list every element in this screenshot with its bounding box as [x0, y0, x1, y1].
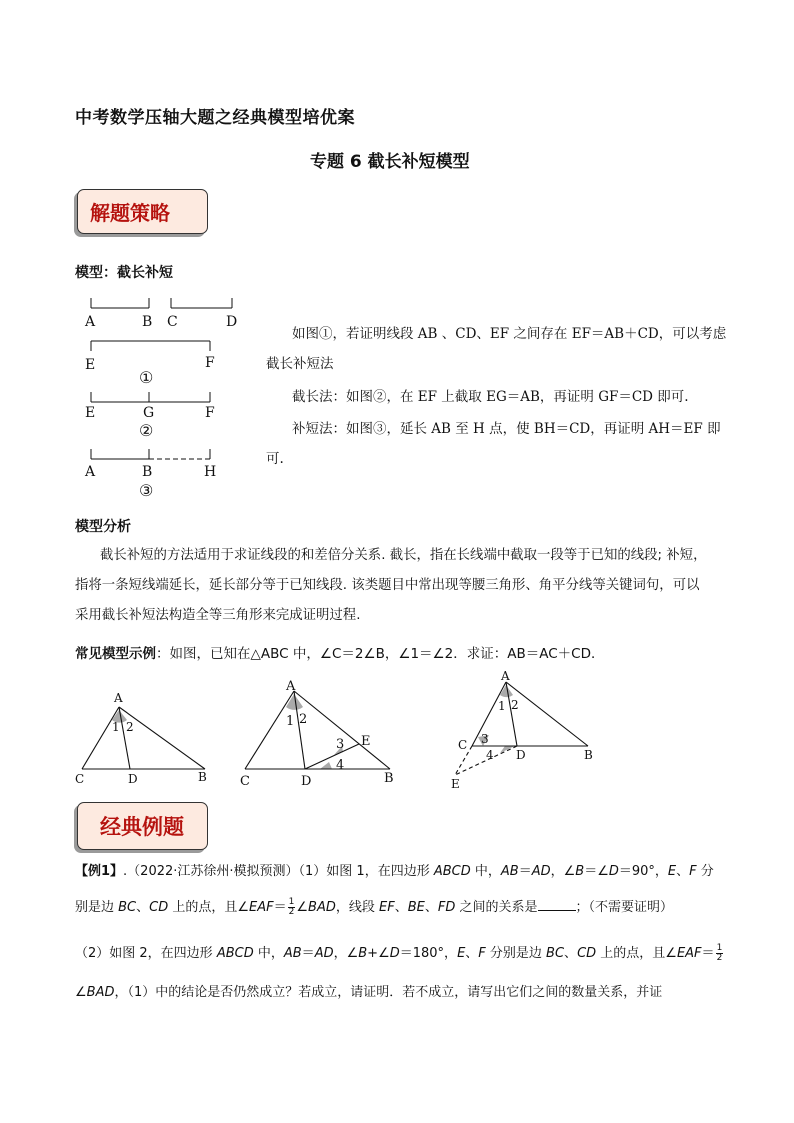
t: CD — [577, 946, 597, 961]
t: ＝180°， — [399, 946, 458, 961]
method1: 截长法：如图②，在 EF 上截取 EG＝AB，再证明 GF＝CD 即可. — [292, 389, 689, 405]
t: 、 — [465, 946, 479, 961]
t: 、 — [676, 864, 690, 879]
t: ，∠ — [550, 864, 576, 879]
t: AD — [531, 864, 551, 879]
t: B — [575, 864, 585, 879]
example1-line1 — [75, 862, 714, 882]
t: ，∠ — [333, 946, 359, 961]
t: 分 — [696, 864, 714, 879]
triangle-figure-3 — [445, 665, 605, 790]
t2-a: A — [286, 679, 296, 694]
t: EF — [379, 900, 395, 915]
t: FD — [437, 900, 456, 915]
label-f2: F — [205, 355, 215, 371]
answer-blank[interactable] — [538, 898, 576, 911]
t: D — [608, 864, 619, 879]
t1-c: C — [75, 772, 85, 786]
label-b1: B — [142, 314, 153, 330]
frac-den: 2 — [716, 953, 723, 963]
t: 上的点，且∠ — [168, 900, 250, 915]
t: ＝ — [273, 900, 287, 915]
method2-line1: 补短法：如图③，延长 AB 至 H 点，使 BH＝CD，再证明 AH＝EF 即 — [292, 421, 721, 437]
t2-angle4: 4 — [336, 758, 345, 773]
strategy-badge — [77, 189, 208, 234]
t: D — [389, 946, 400, 961]
t: E — [667, 864, 677, 879]
label-g3: G — [143, 405, 155, 421]
examples-badge-label: 经典例题 — [100, 814, 184, 839]
fig3-mark: ③ — [139, 481, 154, 500]
t2-d: D — [301, 774, 312, 789]
t: ＝ — [701, 946, 715, 961]
triangle-figure-2 — [235, 675, 405, 790]
analysis-heading: 模型分析 — [75, 519, 131, 535]
t: 、 — [394, 900, 408, 915]
label-f3: F — [205, 405, 215, 421]
examples-badge — [77, 802, 208, 850]
t: 中， — [470, 864, 501, 879]
t2-e: E — [361, 734, 371, 749]
frac-den: 2 — [288, 907, 295, 917]
t: EAF — [249, 900, 274, 915]
t3-angle1: 1 — [498, 699, 506, 713]
t: EAF — [676, 946, 702, 961]
label-e3: E — [85, 405, 96, 421]
t: ＝ — [301, 946, 315, 961]
t: 中， — [253, 946, 284, 961]
t3-b: B — [584, 748, 593, 762]
t3-c: C — [458, 738, 468, 752]
triangle-figure-1 — [70, 685, 220, 790]
t1-angle2: 2 — [126, 720, 134, 734]
label-a4: A — [85, 464, 96, 480]
analysis-line3: 采用截长补短法构造全等三角形来完成证明过程. — [75, 608, 361, 623]
t: ，（1）中的结论是否仍然成立？若成立，请证明．若不成立，请写出它们之间的数量关系，并证 — [114, 985, 663, 1000]
analysis-line1: 截长补短的方法适用于求证线段的和差倍分关系. 截长，指在长线端中截取一段等于已知的线段; 补短， — [100, 548, 707, 563]
t: BAD — [308, 900, 336, 915]
t3-e: E — [451, 777, 460, 790]
t: 别是边 — [75, 900, 119, 915]
t: B — [358, 946, 368, 961]
example1-line3 — [75, 943, 724, 965]
t: ABCD — [216, 946, 254, 961]
t2-c: C — [240, 774, 250, 789]
fig2-mark: ② — [139, 421, 154, 440]
t: ∠ — [296, 900, 309, 915]
t: ，线段 — [335, 900, 380, 915]
label-e2: E — [85, 357, 96, 373]
t: AB — [500, 864, 519, 879]
label-h4: H — [204, 464, 217, 480]
t3-angle4: 4 — [486, 748, 494, 762]
topic-title: 专题 6 截长补短模型 — [310, 152, 470, 172]
t: 、 — [424, 900, 438, 915]
label-b4: B — [142, 464, 153, 480]
t: 、 — [564, 946, 578, 961]
t: ∠ — [75, 985, 87, 1000]
example1-label: 【例1】 — [75, 864, 124, 879]
intro-line1: 如图①，若证明线段 AB 、CD、EF 之间存在 EF＝AB＋CD，可以考虑 — [292, 326, 727, 342]
common-example-text: ：如图，已知在△ABC 中，∠C＝2∠B，∠1＝∠2．求证：AB＝AC＋CD． — [156, 646, 605, 662]
example1-line2 — [75, 897, 673, 919]
t: ＝90°， — [618, 864, 668, 879]
t: ＝ — [518, 864, 532, 879]
t: ＝∠ — [584, 864, 609, 879]
t: AD — [314, 946, 334, 961]
t3-angle3: 3 — [481, 732, 489, 746]
label-a1: A — [85, 314, 96, 330]
model-heading: 模型：截长补短 — [75, 265, 173, 281]
t2-angle3: 3 — [336, 737, 345, 752]
fig1-mark: ① — [139, 368, 154, 387]
t: 上的点，且∠ — [596, 946, 677, 961]
label-c1: C — [167, 314, 178, 330]
label-d1: D — [226, 314, 238, 330]
t: 之间的关系是 — [455, 900, 538, 915]
t: 分别是边 — [485, 946, 547, 961]
t: BE — [407, 900, 425, 915]
example1-source: .（2022·江苏徐州·模拟预测）（1）如图 1，在四边形 — [123, 864, 434, 879]
t: AB — [283, 946, 302, 961]
t3-a: A — [501, 669, 510, 683]
fraction-half-2 — [716, 944, 724, 963]
segment-figures — [80, 290, 250, 505]
t1-b: B — [198, 770, 207, 784]
frac-num: 1 — [716, 943, 723, 953]
frac-num: 1 — [288, 897, 295, 907]
t2-b: B — [384, 771, 394, 786]
common-example-label: 常见模型示例 — [75, 646, 156, 662]
series-title: 中考数学压轴大题之经典模型培优案 — [75, 108, 355, 128]
example1-line4 — [75, 982, 662, 1004]
t: +∠ — [367, 946, 390, 961]
t3-angle2: 2 — [511, 698, 519, 712]
t: BC — [546, 946, 565, 961]
t2-angle2: 2 — [299, 712, 308, 727]
t: ABCD — [433, 864, 471, 879]
t1-d: D — [128, 772, 138, 786]
t: F — [689, 864, 697, 879]
t1-angle1: 1 — [112, 720, 120, 734]
t: F — [478, 946, 486, 961]
t2-angle1: 1 — [286, 714, 295, 729]
t: ；（不需要证明） — [575, 900, 674, 915]
analysis-line2: 指将一条短线端延长，延长部分等于已知线段. 该类题目中常出现等腰三角形、角平分线等关键词句，可以 — [75, 578, 700, 593]
t: BC — [118, 900, 137, 915]
fraction-half — [288, 898, 296, 917]
method2-line2: 可. — [266, 451, 284, 467]
t: E — [457, 946, 466, 961]
t: BAD — [86, 985, 115, 1000]
t: CD — [149, 900, 169, 915]
t: （2）如图 2，在四边形 — [75, 946, 217, 961]
t3-d: D — [516, 748, 526, 762]
intro-line2: 截长补短法 — [266, 356, 334, 372]
t1-a: A — [114, 691, 123, 705]
strategy-badge-label: 解题策略 — [90, 201, 170, 225]
common-example — [75, 642, 604, 662]
t: 、 — [136, 900, 150, 915]
